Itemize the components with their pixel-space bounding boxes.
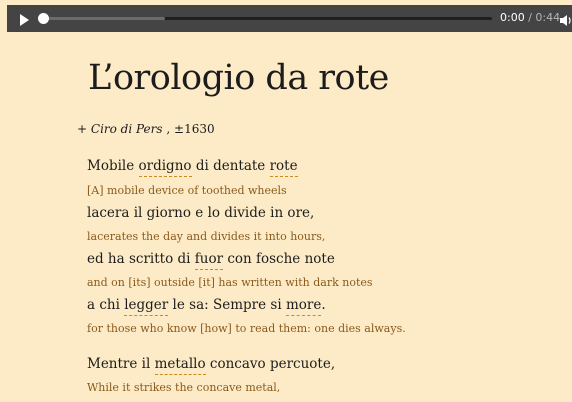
gloss-word[interactable]: rote — [270, 158, 298, 177]
play-icon[interactable] — [17, 12, 31, 26]
gloss-word[interactable]: ordigno — [139, 158, 192, 177]
buffered-bar — [44, 17, 165, 20]
seek-bar[interactable] — [44, 17, 492, 20]
gloss-word[interactable]: legger — [124, 297, 168, 316]
translation-line-2: lacerates the day and divides it into hours, — [87, 230, 326, 243]
current-time: 0:00 — [500, 11, 525, 24]
gloss-word[interactable]: metallo — [155, 356, 206, 375]
seek-knob[interactable] — [38, 13, 49, 24]
time-separator: / — [528, 11, 532, 24]
poem-line-1: Mobile ordigno di dentate rote — [87, 158, 298, 174]
author-comma: , — [166, 122, 171, 136]
audio-player — [7, 5, 572, 32]
poem-title: L’orologio da rote — [88, 58, 389, 98]
author-date: ±1630 — [174, 122, 215, 136]
poem-line-3: ed ha scritto di fuor con fosche note — [87, 251, 335, 267]
author-name: Ciro di Pers — [90, 122, 163, 136]
time-readout — [500, 11, 560, 24]
poem-line-5: Mentre il metallo concavo percuote, — [87, 356, 335, 372]
translation-line-5: While it strikes the concave metal, — [87, 381, 281, 394]
poem-line-2: lacera il giorno e lo divide in ore, — [87, 205, 315, 221]
author-line — [77, 122, 215, 136]
duration: 0:44 — [535, 11, 561, 24]
poem-line-4: a chi legger le sa: Sempre si more. — [87, 297, 326, 313]
volume-icon[interactable] — [560, 12, 572, 25]
translation-line-3: and on [its] outside [it] has written with dark notes — [87, 276, 373, 289]
translation-line-1: [A] mobile device of toothed wheels — [87, 184, 287, 197]
gloss-word[interactable]: fuor — [195, 251, 223, 270]
translation-line-4: for those who know [how] to read them: one dies always. — [87, 322, 406, 335]
gloss-word[interactable]: more — [286, 297, 321, 316]
cross-mark: + — [77, 122, 88, 136]
